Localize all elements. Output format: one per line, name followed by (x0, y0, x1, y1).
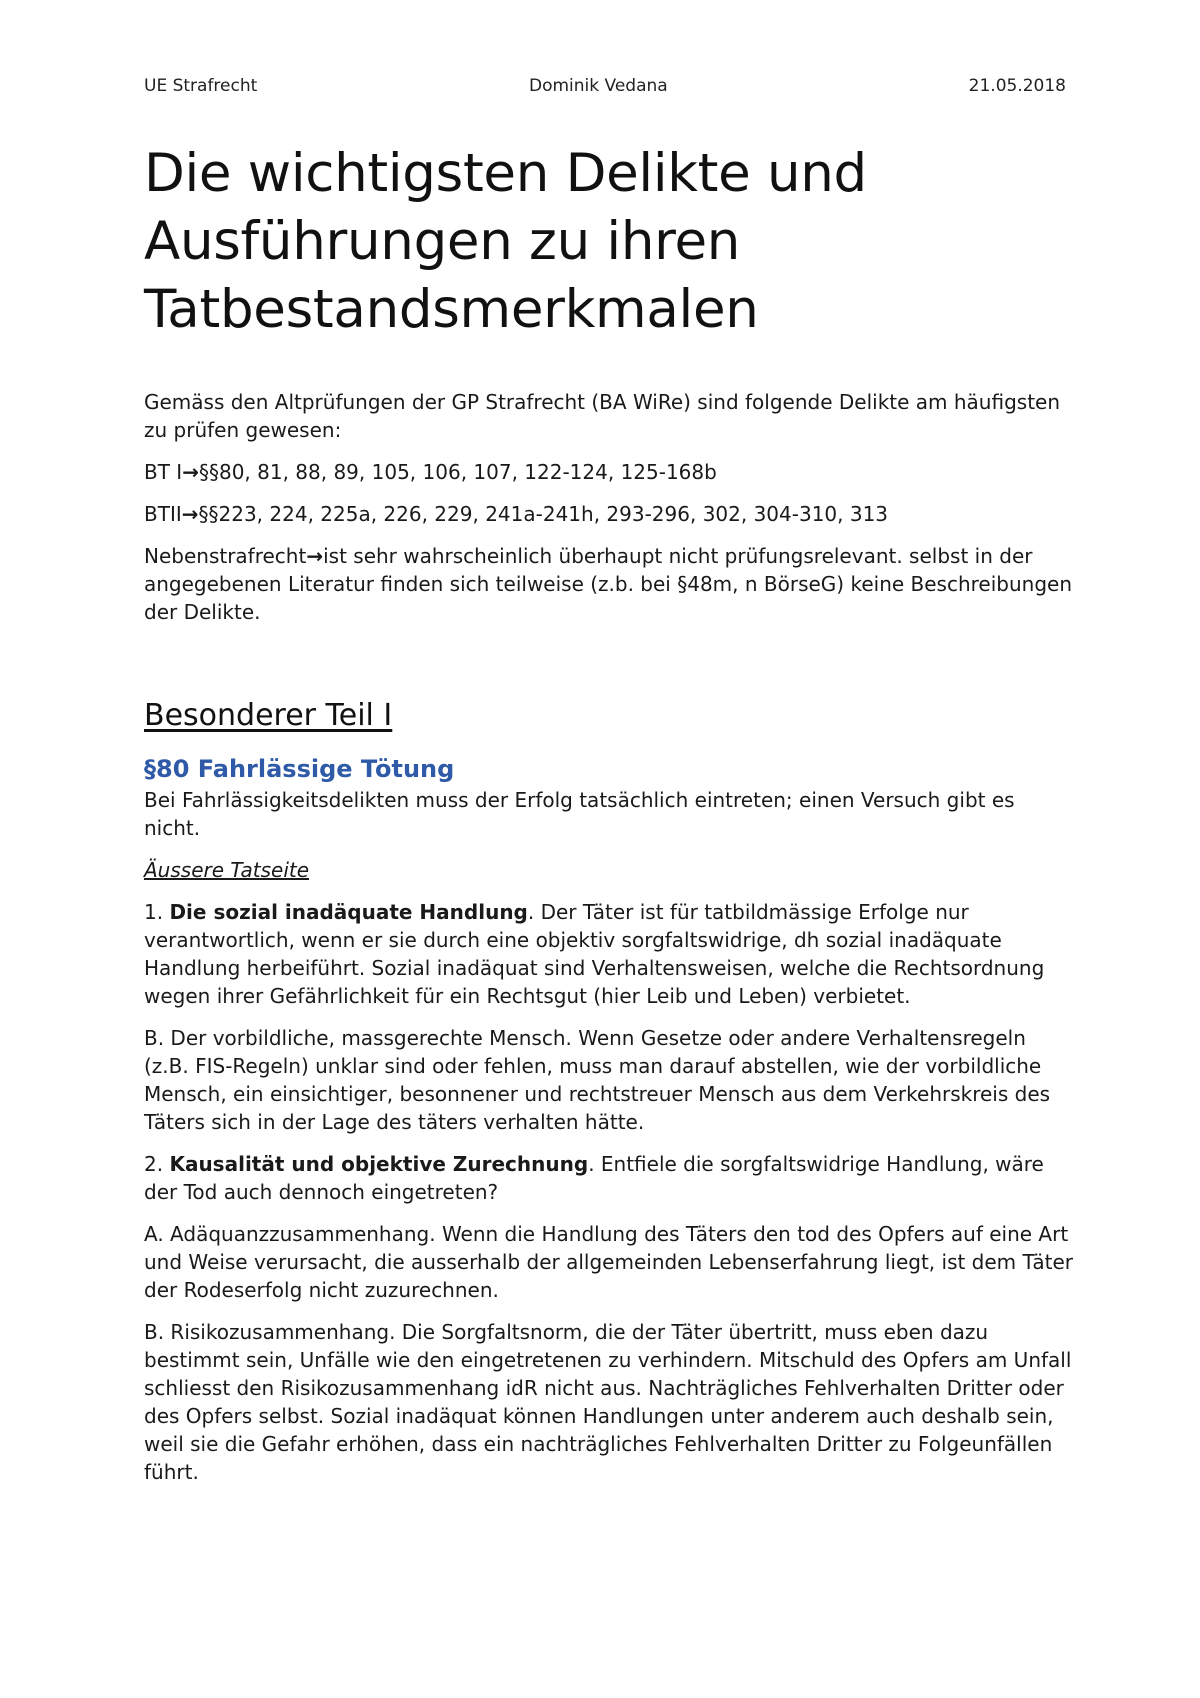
nebenstrafrecht-text: ist sehr wahrscheinlich überhaupt nicht prüfungsrelevant. selbst in der angegebenen Literatur finden sich teilweise (z.b. bei §48m, n BörseG) keine Beschreibungen der Delikte. (144, 544, 1073, 624)
title-line-1: Die wichtigsten Delikte und (144, 143, 867, 204)
paragraph-sozial-inadaequate-handlung (144, 898, 1074, 1010)
document-title (144, 140, 1074, 344)
arrow-icon: → (182, 460, 199, 484)
delikt-heading: §80 Fahrlässige Tötung (144, 755, 455, 783)
paragraph-text: . Entfiele die sorgfaltswidrige Handlung, wäre der Tod auch dennoch eingetreten? (144, 1152, 1044, 1204)
bt2-sections: §§223, 224, 225a, 226, 229, 241a-241h, 293-296, 302, 304-310, 313 (198, 502, 889, 526)
delikt-intro: Bei Fahrlässigkeitsdelikten muss der Erfolg tatsächlich eintreten; einen Versuch gibt es nicht. (144, 788, 1015, 840)
subheading-aeussere-tatseite: Äussere Tatseite (144, 858, 310, 882)
section-heading: Besonderer Teil I (144, 698, 393, 733)
paragraph-adaequanzzusammenhang: A. Adäquanzzusammenhang. Wenn die Handlung des Täters den tod des Opfers auf eine Art und Weise verursacht, die ausserhalb der allgemeinden Lebenserfahrung liegt, ist dem Täter der Rodeserfolg nicht zuzurechnen. (144, 1222, 1074, 1302)
list-number: 2. (144, 1152, 170, 1176)
page-header (144, 76, 1066, 100)
header-course: UE Strafrecht (144, 76, 258, 96)
paragraph-massgerechter-mensch: B. Der vorbildliche, massgerechte Mensch. Wenn Gesetze oder andere Verhaltensregeln (z.B. FIS-Regeln) unklar sind oder fehlen, muss man darauf abstellen, wie der vorbildliche Mensch, ein einsichtiger, besonnener und rechtstreuer Mensch aus dem Verkehrskreis des Täters sich in der Lage des täters verhalten hätte. (144, 1026, 1051, 1134)
intro-paragraph: Gemäss den Altprüfungen der GP Strafrecht (BA WiRe) sind folgende Delikte am häufigsten zu prüfen gewesen: (144, 390, 1061, 442)
header-author: Dominik Vedana (529, 76, 668, 96)
header-date: 21.05.2018 (968, 76, 1066, 96)
bold-term: Die sozial inadäquate Handlung (169, 900, 528, 924)
bold-term: Kausalität und objektive Zurechnung (169, 1152, 589, 1176)
nebenstrafrecht-label: Nebenstrafrecht (144, 544, 307, 568)
paragraph-text: . Der Täter ist für tatbildmässige Erfolge nur verantwortlich, wenn er sie durch eine objektiv sorgfaltswidrige, dh sozial inadäquate Handlung herbeiführt. Sozial inadäquat sind Verhaltensweisen, welche die Rechtsordnung wegen ihrer Gefährlichkeit für ein Rechtsgut (hier Leib und Leben) verbietet. (144, 900, 1045, 1008)
bt2-label: BTII (144, 502, 182, 526)
bt1-label: BT I (144, 460, 183, 484)
nebenstrafrecht-paragraph (144, 542, 1074, 626)
arrow-icon: → (306, 544, 324, 568)
arrow-icon: → (181, 502, 199, 526)
paragraph-risikozusammenhang: B. Risikozusammenhang. Die Sorgfaltsnorm, die der Täter übertritt, muss eben dazu bestimmt sein, Unfälle wie den eingetretenen zu verhindern. Mitschuld des Opfers am Unfall schliesst den Risikozusammenhang idR nicht aus. Nachträgliches Fehlverhalten Dritter oder des Opfers selbst. Sozial inadäquat können Handlungen unter anderem auch deshalb sein, weil sie die Gefahr erhöhen, dass ein nachträgliches Fehlverhalten Dritter zu Folgeunfällen führt. (144, 1320, 1072, 1484)
document-body (144, 140, 1074, 1500)
bt2-line (144, 500, 1074, 528)
paragraph-kausalitaet (144, 1150, 1074, 1206)
title-line-3: Tatbestandsmerkmalen (144, 279, 759, 340)
bt1-sections: §§80, 81, 88, 89, 105, 106, 107, 122-124, 125-168b (198, 460, 717, 484)
bt1-line (144, 458, 1074, 486)
title-line-2: Ausführungen zu ihren (144, 211, 741, 272)
list-number: 1. (144, 900, 170, 924)
